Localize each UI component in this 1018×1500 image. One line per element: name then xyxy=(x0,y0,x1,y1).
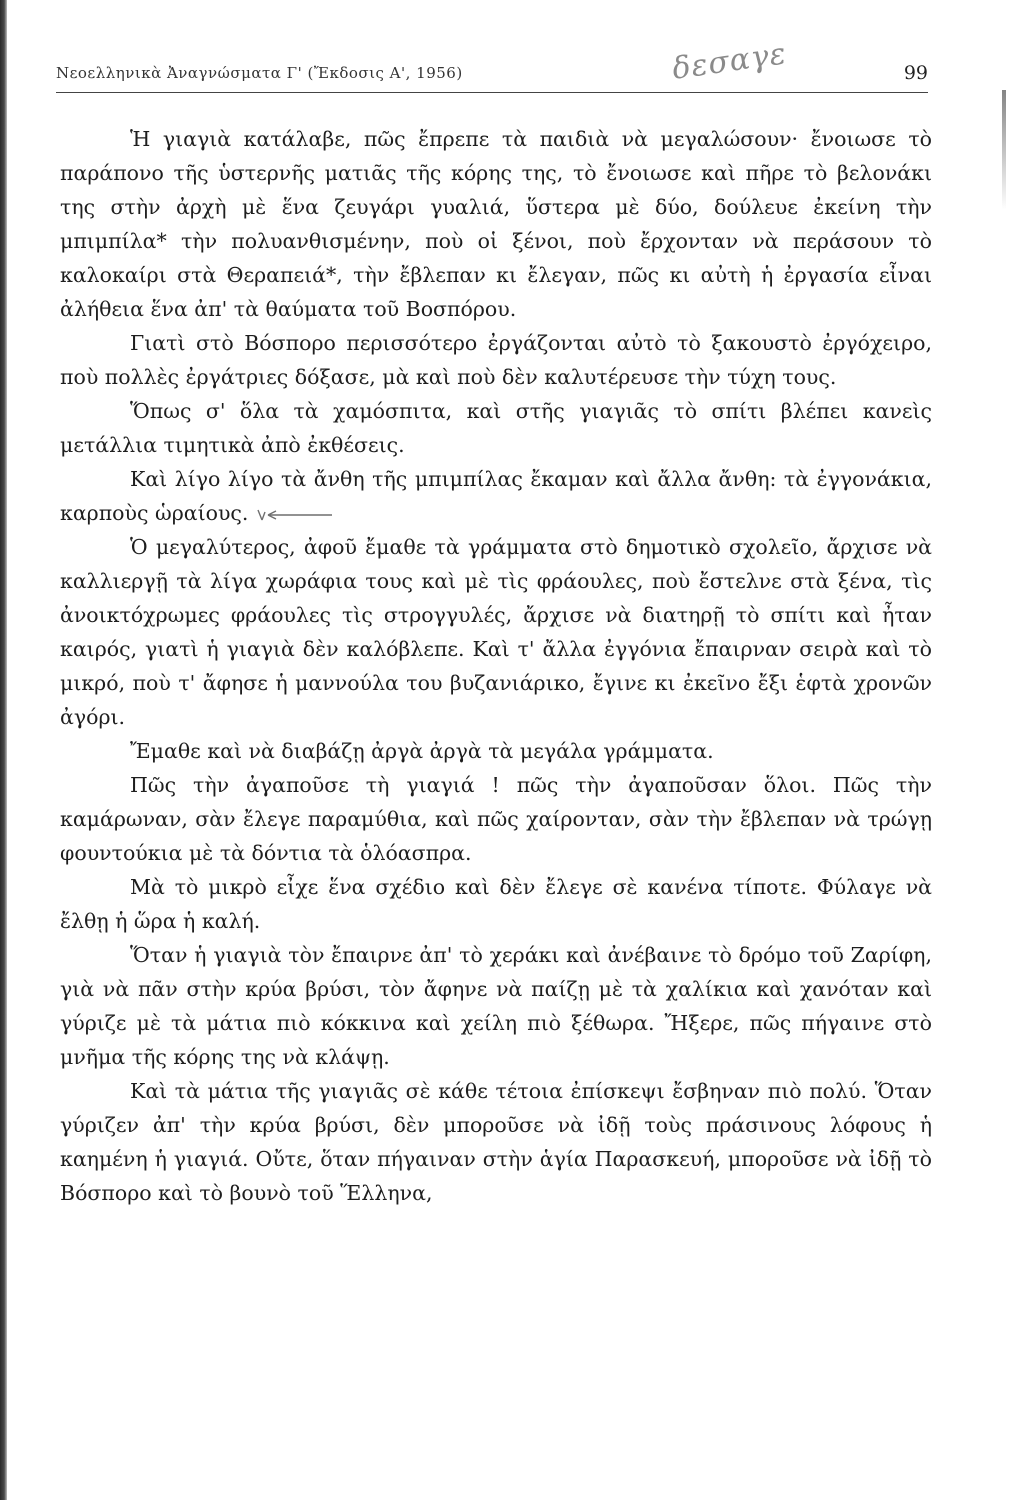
paragraph-5: Ὁ μεγαλύτερος, ἀφοῦ ἔμαθε τὰ γράμματα στὸ δημοτικὸ σχολεῖο, ἄρχισε νὰ καλλιεργῇ τὰ λίγα χωράφια τους καὶ μὲ τὶς φράουλες, ποὺ ἔστελνε στὰ ξένα, τὶς ἀνοικτόχρωμες φράουλες τὶς στρογγυλές, ἄρχισε νὰ διατηρῇ τὸ σπίτι καὶ ἦταν καιρός, γιατὶ ἡ γιαγιὰ δὲν καλόβλεπε. Καὶ τ' ἄλλα ἐγγόνια ἔπαιρναν σειρὰ καὶ τὸ μικρό, ποὺ τ' ἄφησε ἡ μαννούλα του βυζανιάρικο, ἔγινε κι ἐκεῖνο ἔξι ἑφτὰ χρονῶν ἀγόρι. xyxy=(60,535,932,729)
paragraph-10: Καὶ τὰ μάτια τῆς γιαγιᾶς σὲ κάθε τέτοια ἐπίσκεψι ἔσβηναν πιὸ πολύ. Ὅταν γύριζεν ἀπ' τὴν κρύα βρύσι, δὲν μποροῦσε νὰ ἰδῇ τοὺς πράσινους λόφους ἡ καημένη ἡ γιαγιά. Οὔτε, ὅταν πήγαιναν στὴν ἁγία Παρασκευή, μποροῦσε νὰ ἰδῇ τὸ Βόσπορο καὶ τὸ βουνὸ τοῦ Ἕλληνα, xyxy=(60,1079,932,1205)
paragraph-4 xyxy=(60,462,932,530)
paragraph-8: Μὰ τὸ μικρὸ εἶχε ἕνα σχέδιο καὶ δὲν ἔλεγε σὲ κανένα τίποτε. Φύλαγε νὰ ἔλθῃ ἡ ὥρα ἡ καλή. xyxy=(60,875,932,933)
page-number: 99 xyxy=(903,62,928,84)
paragraph-7: Πῶς τὴν ἀγαποῦσε τὴ γιαγιά ! πῶς τὴν ἀγαποῦσαν ὅλοι. Πῶς τὴν καμάρωναν, σὰν ἔλεγε παραμύθια, καὶ πῶς χαίρονταν, σὰν τὴν ἔβλεπαν νὰ τρώγῃ φουντούκια μὲ τὰ δόντια τὰ ὁλόασπρα. xyxy=(60,773,932,865)
paragraph-6: Ἔμαθε καὶ νὰ διαβάζῃ ἀργὰ ἀργὰ τὰ μεγάλα γράμματα. xyxy=(130,739,714,763)
paragraph-4-text: Καὶ λίγο λίγο τὰ ἄνθη τῆς μπιμπίλας ἔκαμαν καὶ ἄλλα ἄνθη: τὰ ἐγγονάκια, καρποὺς ὡραίους. xyxy=(60,467,932,525)
running-head: Νεοελληνικὰ Ἀναγνώσματα Γ' (Ἔκδοσις Α', 1956) xyxy=(56,64,463,82)
page-header xyxy=(56,56,928,93)
pencil-arrow-mark xyxy=(256,508,334,522)
paragraph-1: Ἡ γιαγιὰ κατάλαβε, πῶς ἔπρεπε τὰ παιδιὰ νὰ μεγαλώσουν· ἔνοιωσε τὸ παράπονο τῆς ὑστερνῆς ματιᾶς τῆς κόρης της, τὸ ἔνοιωσε καὶ πῆρε τὸ βελονάκι της στὴν ἀρχὴ μὲ ἕνα ζευγάρι γυαλιά, ὕστερα μὲ δύο, δούλευε ἐκείνη τὴν μπιμπίλα* τὴν πολυανθισμένην, ποὺ οἱ ξένοι, ποὺ ἔρχονταν νὰ περάσουν τὸ καλοκαίρι στὰ Θεραπειά*, τὴν ἔβλεπαν κι ἔλεγαν, πῶς κι αὐτὴ ἡ ἐργασία εἶναι ἀλήθεια ἕνα ἀπ' τὰ θαύματα τοῦ Βοσπόρου. xyxy=(60,127,932,321)
scan-right-smudge xyxy=(1002,90,1006,210)
handwritten-pencil-note: δεσαγε xyxy=(670,36,789,87)
paragraph-2: Γιατὶ στὸ Βόσπορο περισσότερο ἐργάζονται αὐτὸ τὸ ξακουστὸ ἐργόχειρο, ποὺ πολλὲς ἐργάτριες δόξασε, μὰ καὶ ποὺ δὲν καλυτέρευσε τὴν τύχη τους. xyxy=(60,331,932,389)
scan-left-edge xyxy=(0,0,7,1500)
body-text xyxy=(60,122,932,1210)
paragraph-9: Ὅταν ἡ γιαγιὰ τὸν ἔπαιρνε ἀπ' τὸ χεράκι καὶ ἀνέβαινε τὸ δρόμο τοῦ Ζαρίφη, γιὰ νὰ πᾶν στὴν κρύα βρύσι, τὸν ἄφηνε νὰ παίζῃ μὲ τὰ χαλίκια καὶ χανόταν καὶ γύριζε μὲ τὰ μάτια πιὸ κόκκινα καὶ χείλη πιὸ ξέθωρα. Ἤξερε, πῶς πήγαινε στὸ μνῆμα τῆς κόρης της νὰ κλάψῃ. xyxy=(60,943,932,1069)
paragraph-3: Ὅπως σ' ὅλα τὰ χαμόσπιτα, καὶ στῆς γιαγιᾶς τὸ σπίτι βλέπει κανεὶς μετάλλια τιμητικὰ ἀπὸ ἐκθέσεις. xyxy=(60,399,932,457)
